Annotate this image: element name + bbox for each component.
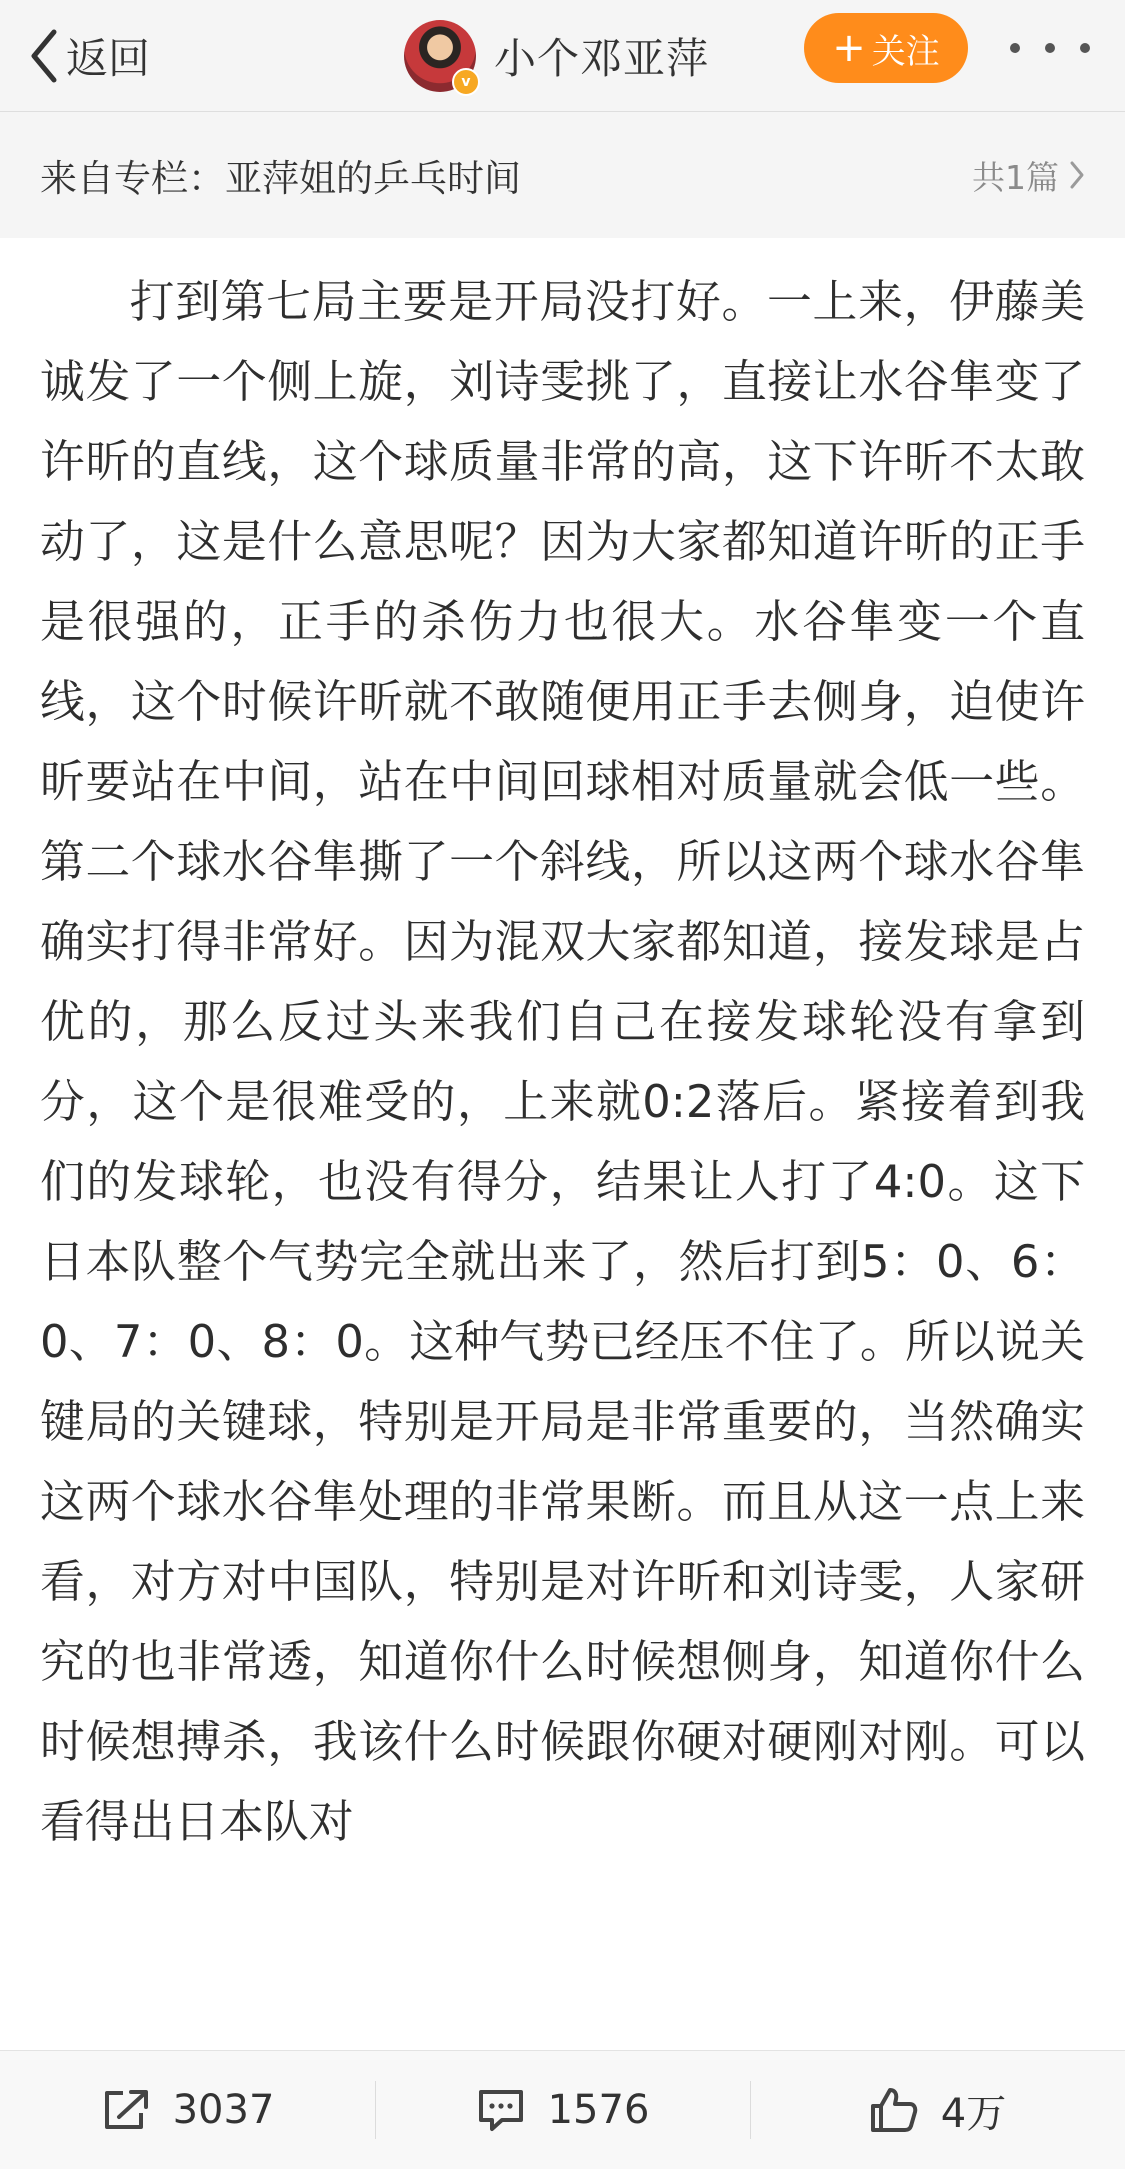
author-info[interactable] [404,10,709,102]
plus-icon: + [832,25,866,71]
thumbs-up-icon [869,2086,919,2134]
back-button[interactable] [30,18,150,94]
more-options-button[interactable] [1010,26,1090,70]
column-source-label: 来自专栏：亚萍姐的乒乓时间 [40,157,521,200]
share-count: 3037 [172,2087,275,2133]
chevron-right-icon [1069,160,1085,190]
chevron-left-icon [30,28,58,84]
comment-count: 1576 [547,2087,650,2133]
follow-label: 关注 [871,31,940,72]
like-button[interactable] [750,2051,1125,2169]
more-dot-icon [1045,43,1055,53]
bottom-action-bar [0,2050,1125,2169]
column-count-label: 共1篇 [972,157,1059,197]
more-dot-icon [1080,43,1090,53]
back-label: 返回 [66,34,151,83]
comment-icon [476,2087,526,2133]
column-article-count[interactable] [972,152,1085,199]
follow-button[interactable] [804,13,968,83]
column-source-bar[interactable] [0,112,1125,238]
share-button[interactable] [0,2051,375,2169]
article-body: 打到第七局主要是开局没打好。一上来，伊藤美诚发了一个侧上旋，刘诗雯挑了，直接让水谷隼变了许昕的直线，这个球质量非常的高，这下许昕不太敢动了，这是什么意思呢？因为大家都知道许昕的正手是很强的，正手的杀伤力也很大。水谷隼变一个直线，这个时候许昕就不敢随便用正手去侧身，迫使许昕要站在中间，站在中间回球相对质量就会低一些。第二个球水谷隼撕了一个斜线，所以这两个球水谷隼确实打得非常好。因为混双大家都知道，接发球是占优的，那么反过头来我们自己在接发球轮没有拿到分，这个是很难受的，上来就0:2落后。紧接着到我们的发球轮，也没有得分，结果让人打了4:0。这下日本队整个气势完全就出来了，然后打到5：0、6：0、7：0、8：0。这种气势已经压不住了。所以说关键局的关键球，特别是开局是非常重要的，当然确实这两个球水谷隼处理的非常果断。而且从这一点上来看，对方对中国队，特别是对许昕和刘诗雯，人家研究的也非常透，知道你什么时候想侧身，知道你什么时候想搏杀，我该什么时候跟你硬对硬刚对刚。可以看得出日本队对 [40,275,1085,1848]
author-name[interactable]: 小个邓亚萍 [494,34,710,83]
comment-button[interactable] [375,2051,750,2169]
avatar[interactable] [404,20,476,92]
verified-badge-icon: v [452,68,480,96]
share-icon [101,2087,151,2133]
like-count: 4万 [940,2090,1007,2137]
top-navigation-bar [0,0,1125,112]
more-dot-icon [1010,43,1020,53]
